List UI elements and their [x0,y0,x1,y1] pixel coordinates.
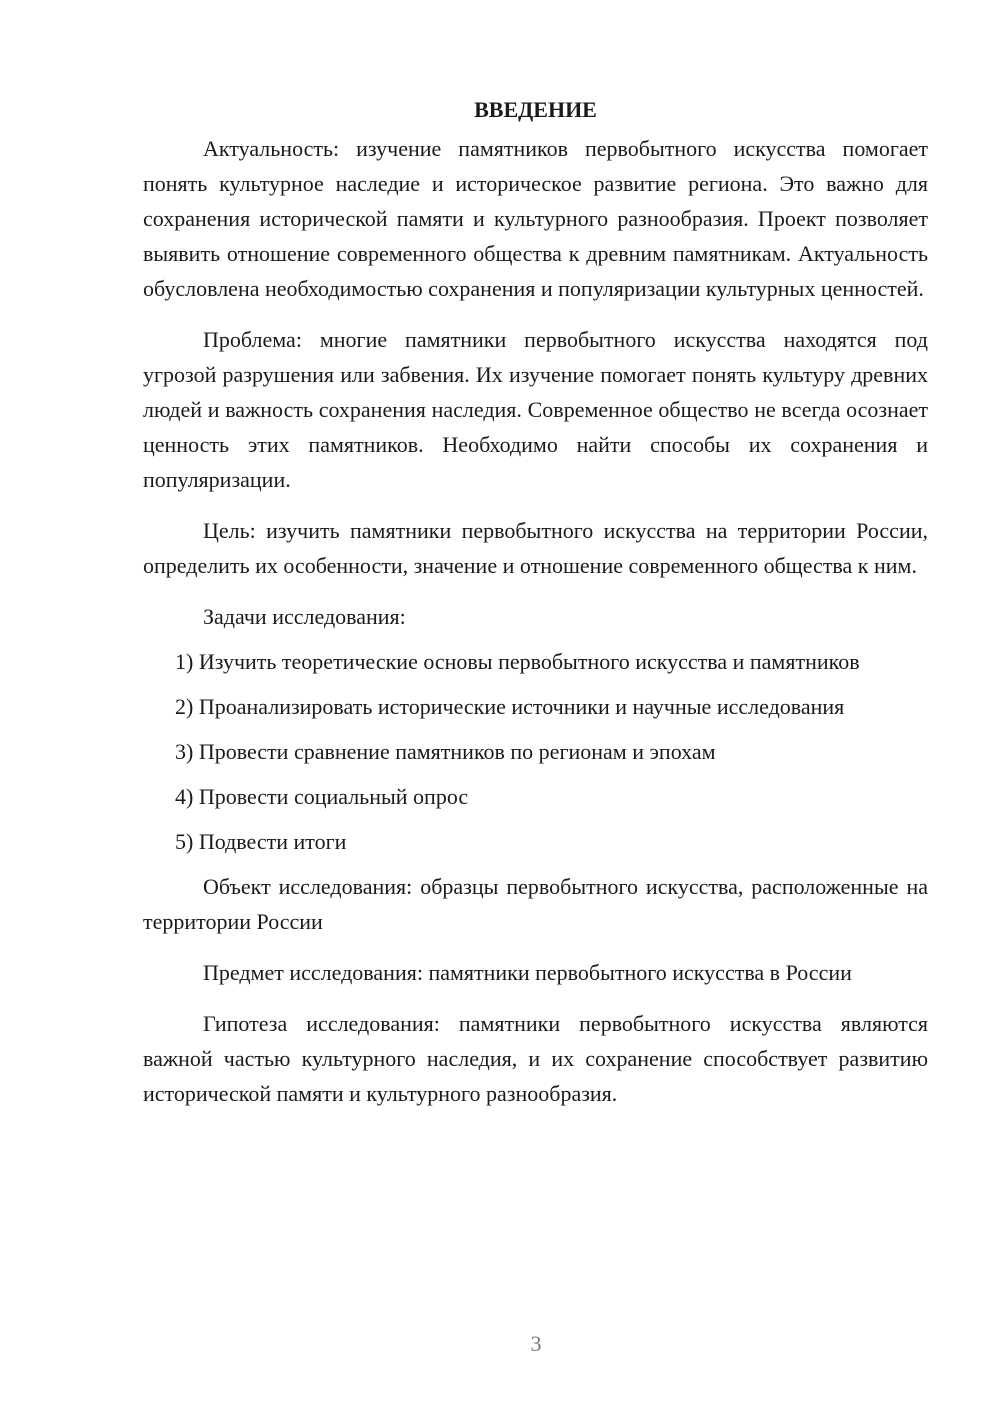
hypothesis-paragraph: Гипотеза исследования: памятники первобытного искусства являются важной частью культурного наследия, и их сохранение способствует развитию исторической памяти и культурного разнообразия. [143,1011,928,1106]
relevance-paragraph: Актуальность: изучение памятников первобытного искусства помогает понять культурное наследие и историческое развитие региона. Это важно для сохранения исторической памяти и культурного разнообразия. Проект позволяет выявить отношение современного общества к древним памятникам. Актуальность обусловлена необходимостью сохранения и популяризации культурных ценностей. [143,136,928,301]
problem-paragraph: Проблема: многие памятники первобытного искусства находятся под угрозой разрушения или забвения. Их изучение помогает понять культуру древних людей и важность сохранения наследия. Современное общество не всегда осознает ценность этих памятников. Необходимо найти способы их сохранения и популяризации. [143,327,928,492]
list-item: 3) Провести сравнение памятников по регионам и эпохам [175,739,716,764]
list-item: 4) Провести социальный опрос [175,784,469,809]
page-title: ВВЕДЕНИЕ [474,97,597,122]
object-paragraph: Объект исследования: образцы первобытного искусства, расположенные на территории России [143,874,928,934]
document-page [143,92,928,1127]
tasks-heading: Задачи исследования: [203,604,406,629]
goal-paragraph: Цель: изучить памятники первобытного искусства на территории России, определить их особенности, значение и отношение современного общества к ним. [143,518,928,578]
list-item: 2) Проанализировать исторические источники и научные исследования [175,694,845,719]
subject-paragraph: Предмет исследования: памятники первобытного искусства в России [203,960,852,985]
page-number: 3 [530,1331,542,1356]
list-item: 5) Подвести итоги [175,829,347,854]
list-item: 1) Изучить теоретические основы первобытного искусства и памятников [175,649,860,674]
tasks-list [143,644,928,859]
